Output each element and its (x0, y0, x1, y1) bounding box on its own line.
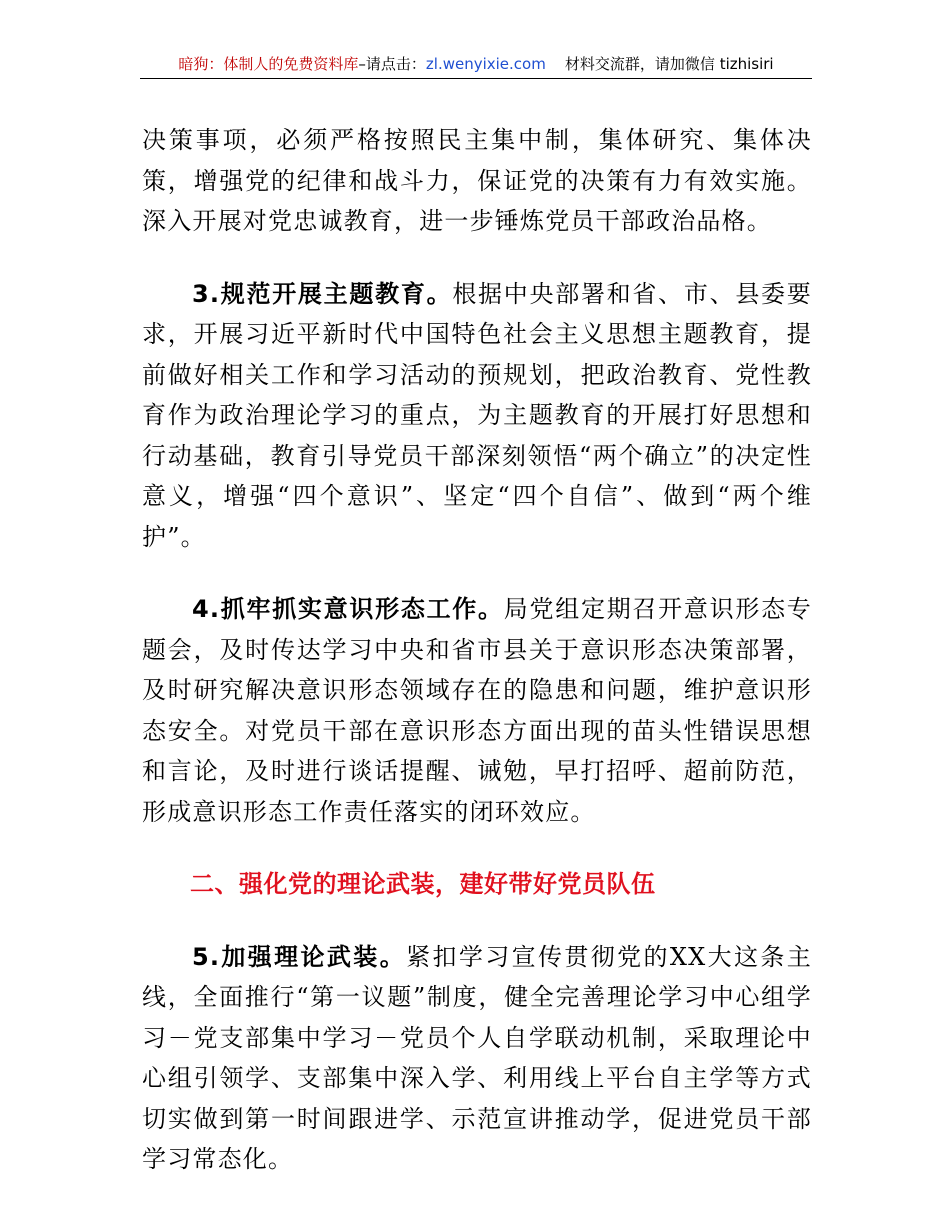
document-body (142, 120, 812, 1180)
section-heading-2: 二、强化党的理论武装，建好带好党员队伍 (190, 870, 656, 898)
paragraph-3 (142, 274, 812, 558)
paragraph-4-body: 局党组定期召开意识形态专题会，及时传达学习中央和省市县关于意识形态决策部署，及时研究解决意识形态领域存在的隐患和问题，维护意识形态安全。对党员干部在意识形态方面出现的苗头性错误思想和言论，及时进行谈话提醒、诫勉，早打招呼、超前防范，形成意识形态工作责任落实的闭环效应。 (142, 595, 813, 826)
paragraph-3-title: 3.规范开展主题教育。 (192, 279, 453, 308)
page-header (140, 50, 812, 79)
paragraph-continued: 决策事项，必须严格按照民主集中制，集体研究、集体决策，增强党的纪律和战斗力，保证党的决策有力有效实施。深入开展对党忠诚教育，进一步锤炼党员干部政治品格。 (142, 126, 812, 235)
paragraph-4 (142, 589, 812, 832)
paragraph-4-title: 4.抓牢抓实意识形态工作。 (192, 595, 504, 623)
header-brand: 暗狗：体制人的免费资料库 (178, 55, 359, 73)
header-url-link[interactable]: zl.wenyixie.com (425, 55, 546, 73)
header-contact: 材料交流群，请加微信 tizhisiri (564, 55, 774, 73)
paragraph-5-body: 紧扣学习宣传贯彻党的XX大这条主线，全面推行“第一议题”制度，健全完善理论学习中心组学习－党支部集中学习－党员个人自学联动机制，采取理论中心组引领学、支部集中深入学、利用线上平台自主学等方式切实做到第一时间跟进学、示范宣讲推动学，促进党员干部学习常态化。 (142, 942, 812, 1173)
paragraph-3-body: 根据中央部署和省、市、县委要求，开展习近平新时代中国特色社会主义思想主题教育，提前做好相关工作和学习活动的预规划，把政治教育、党性教育作为政治理论学习的重点，为主题教育的开展打好思想和行动基础，教育引导党员干部深刻领悟“两个确立”的决定性意义，增强“四个意识”、坚定“四个自信”、做到“两个维护”。 (142, 279, 812, 551)
paragraph-5-title: 5.加强理论武装。 (192, 942, 407, 971)
header-prompt: –请点击： (358, 55, 426, 73)
paragraph-5 (142, 937, 812, 1180)
